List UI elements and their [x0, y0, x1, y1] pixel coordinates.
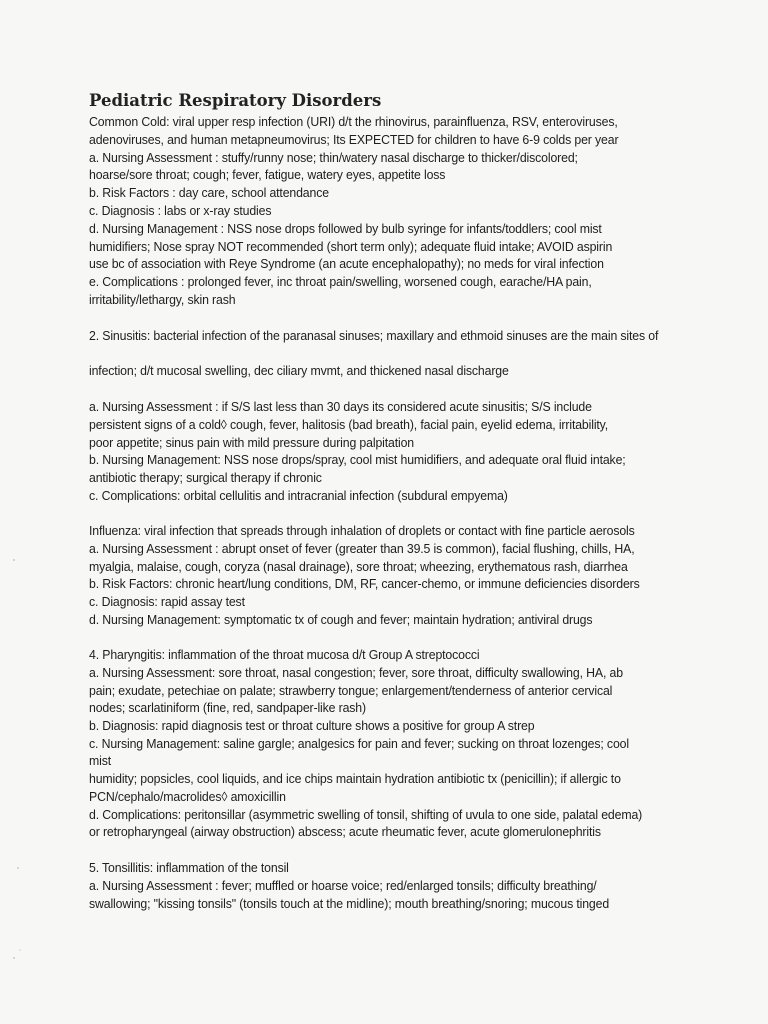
text-line: antibiotic therapy; surgical therapy if chronic	[89, 470, 322, 485]
text-line: persistent signs of a cold◊ cough, fever, halitosis (bad breath), facial pain, eyelid edema, irritability,	[89, 417, 609, 432]
text-line: Common Cold: viral upper resp infection (URI) d/t the rhinovirus, parainfluenza, RSV, enteroviruses,	[89, 114, 618, 129]
text-line: 5. Tonsillitis: inflammation of the tonsil	[89, 860, 289, 875]
text-line: a. Nursing Assessment : stuffy/runny nose; thin/watery nasal discharge to thicker/discolored;	[89, 150, 578, 165]
text-line: b. Nursing Management: NSS nose drops/spray, cool mist humidifiers, and adequate oral fluid intake;	[89, 452, 626, 467]
text-line: infection; d/t mucosal swelling, dec ciliary mvmt, and thickened nasal discharge	[89, 363, 509, 378]
text-line: c. Diagnosis: rapid assay test	[89, 594, 245, 609]
text-line: poor appetite; sinus pain with mild pressure during palpitation	[89, 435, 415, 450]
text-line: c. Nursing Management: saline gargle; analgesics for pain and fever; sucking on throat lozenges; cool	[89, 736, 629, 751]
text-line: humidifiers; Nose spray NOT recommended (short term only); adequate fluid intake; AVOID aspirin	[89, 239, 613, 254]
text-line: b. Diagnosis: rapid diagnosis test or throat culture shows a positive for group A strep	[89, 718, 535, 733]
text-line: use bc of association with Reye Syndrome (an acute encephalopathy); no meds for viral infection	[89, 256, 604, 271]
text-line: swallowing; "kissing tonsils" (tonsils touch at the midline); mouth breathing/snoring; mucous tinged	[89, 896, 610, 911]
text-line: Influenza: viral infection that spreads through inhalation of droplets or contact with fine particle aerosols	[89, 523, 635, 538]
text-line: b. Risk Factors : day care, school attendance	[89, 185, 329, 200]
text-line: nodes; scarlatiniform (fine, red, sandpaper-like rash)	[89, 700, 366, 715]
text-line: irritability/lethargy, skin rash	[89, 292, 236, 307]
document-title: Pediatric Respiratory Disorders	[89, 91, 382, 110]
text-line: d. Nursing Management : NSS nose drops followed by bulb syringe for infants/toddlers; cool mist	[89, 221, 602, 236]
text-line: c. Diagnosis : labs or x-ray studies	[89, 203, 272, 218]
text-line: myalgia, malaise, cough, coryza (nasal drainage), sore throat; wheezing, erythematous rash, diarrhea	[89, 559, 628, 574]
text-line: 4. Pharyngitis: inflammation of the throat mucosa d/t Group A streptococci	[89, 647, 480, 662]
text-line: 2. Sinusitis: bacterial infection of the paranasal sinuses; maxillary and ethmoid sinuses are the main sites of	[89, 328, 659, 343]
text-line: a. Nursing Assessment: sore throat, nasal congestion; fever, sore throat, difficulty swallowing, HA, ab	[89, 665, 623, 680]
text-line: or retropharyngeal (airway obstruction) abscess; acute rheumatic fever, acute glomerulonephritis	[89, 824, 601, 839]
text-line: c. Complications: orbital cellulitis and intracranial infection (subdural empyema)	[89, 488, 508, 503]
text-line: PCN/cephalo/macrolides◊ amoxicillin	[89, 789, 286, 804]
text-line: a. Nursing Assessment : fever; muffled or hoarse voice; red/enlarged tonsils; difficulty breathing/	[89, 878, 597, 893]
text-line: a. Nursing Assessment : if S/S last less than 30 days its considered acute sinusitis; S/S include	[89, 399, 592, 414]
text-line: hoarse/sore throat; cough; fever, fatigue, watery eyes, appetite loss	[89, 167, 446, 182]
text-line: humidity; popsicles, cool liquids, and ice chips maintain hydration antibiotic tx (penicillin); if allergic to	[89, 771, 621, 786]
text-line: e. Complications : prolonged fever, inc throat pain/swelling, worsened cough, earache/HA pain,	[89, 274, 592, 289]
text-line: mist	[89, 753, 112, 768]
text-line: adenoviruses, and human metapneumovirus; Its EXPECTED for children to have 6-9 colds per year	[89, 132, 619, 147]
text-line: pain; exudate, petechiae on palate; strawberry tongue; enlargement/tenderness of anterior cervical	[89, 683, 613, 698]
text-line: a. Nursing Assessment : abrupt onset of fever (greater than 39.5 is common), facial flushing, chills, HA,	[89, 541, 635, 556]
text-line: d. Nursing Management: symptomatic tx of cough and fever; maintain hydration; antiviral drugs	[89, 612, 593, 627]
text-line: b. Risk Factors: chronic heart/lung conditions, DM, RF, cancer-chemo, or immune deficiencies disorders	[89, 576, 640, 591]
text-line: d. Complications: peritonsillar (asymmetric swelling of tonsil, shifting of uvula to one side, palatal edema)	[89, 807, 643, 822]
